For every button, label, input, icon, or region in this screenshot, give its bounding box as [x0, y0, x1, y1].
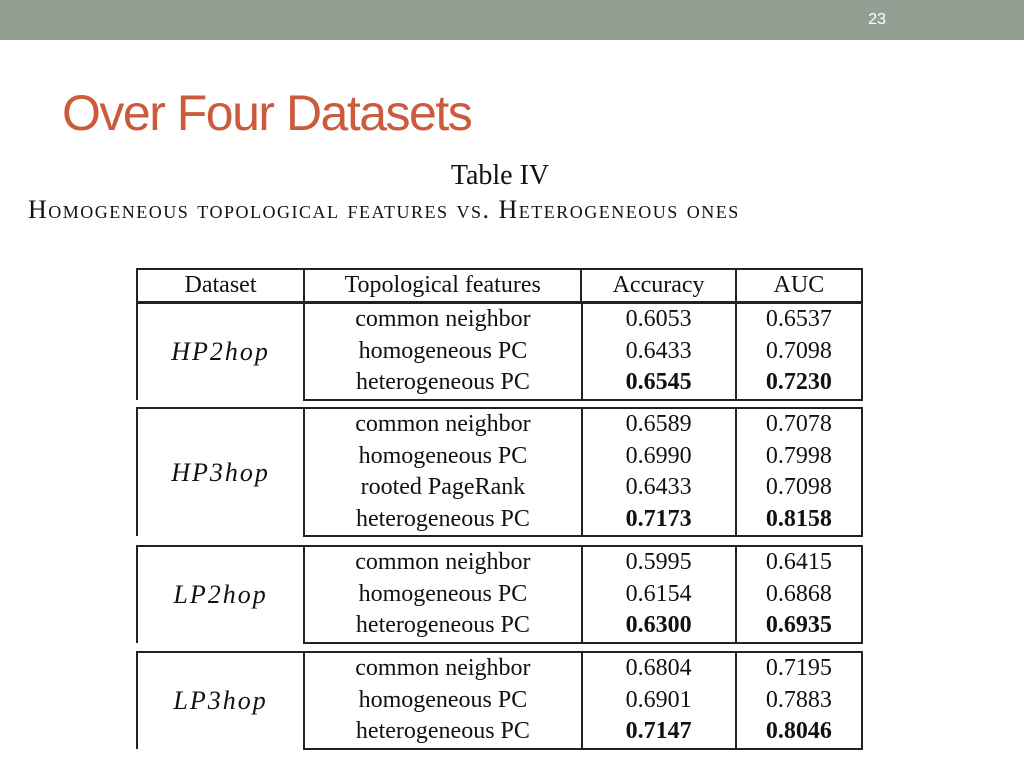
table-header — [136, 268, 863, 303]
accuracy-cell: 0.6990 — [582, 441, 736, 473]
accuracy-cell: 0.6433 — [582, 472, 736, 504]
feature-cell: homogeneous PC — [304, 579, 581, 611]
auc-cell: 0.7098 — [736, 336, 862, 368]
feature-cell: heterogeneous PC — [304, 504, 581, 537]
header-auc: AUC — [736, 269, 862, 302]
header-topological-features: Topological features — [304, 269, 581, 302]
feature-cell: homogeneous PC — [304, 336, 581, 368]
feature-cell: homogeneous PC — [304, 685, 581, 717]
header-row — [137, 269, 862, 302]
table-row — [137, 546, 862, 579]
feature-cell: common neighbor — [304, 408, 581, 441]
feature-cell: common neighbor — [304, 546, 581, 579]
feature-cell: heterogeneous PC — [304, 367, 581, 400]
auc-cell: 0.8158 — [736, 504, 862, 537]
feature-cell: homogeneous PC — [304, 441, 581, 473]
header-accuracy: Accuracy — [581, 269, 735, 302]
auc-cell: 0.8046 — [736, 716, 862, 749]
feature-cell: common neighbor — [304, 652, 581, 685]
feature-cell: rooted PageRank — [304, 472, 581, 504]
auc-cell: 0.7195 — [736, 652, 862, 685]
table-group-hp2hop — [136, 302, 863, 401]
slide-title: Over Four Datasets — [62, 85, 472, 141]
page-number: 23 — [868, 11, 886, 28]
top-bar — [0, 0, 1024, 40]
auc-cell: 0.7883 — [736, 685, 862, 717]
feature-cell: common neighbor — [304, 303, 581, 336]
auc-cell: 0.7078 — [736, 408, 862, 441]
table-group-lp3hop — [136, 651, 863, 750]
dataset-name: LP3hop — [137, 652, 304, 749]
table-group-lp2hop — [136, 545, 863, 644]
accuracy-cell: 0.7173 — [582, 504, 736, 537]
table-row — [137, 408, 862, 441]
auc-cell: 0.7998 — [736, 441, 862, 473]
accuracy-cell: 0.6804 — [582, 652, 736, 685]
dataset-name: HP3hop — [137, 408, 304, 536]
accuracy-cell: 0.5995 — [582, 546, 736, 579]
accuracy-cell: 0.6901 — [582, 685, 736, 717]
auc-cell: 0.7230 — [736, 367, 862, 400]
auc-cell: 0.6415 — [736, 546, 862, 579]
accuracy-cell: 0.6154 — [582, 579, 736, 611]
dataset-name: HP2hop — [137, 303, 304, 400]
table-caption: Homogeneous topological features vs. Heterogeneous ones — [28, 195, 740, 224]
feature-cell: heterogeneous PC — [304, 610, 581, 643]
table-group-hp3hop — [136, 407, 863, 537]
auc-cell: 0.6935 — [736, 610, 862, 643]
accuracy-cell: 0.7147 — [582, 716, 736, 749]
accuracy-cell: 0.6053 — [582, 303, 736, 336]
feature-cell: heterogeneous PC — [304, 716, 581, 749]
table-label: Table IV — [450, 160, 550, 191]
auc-cell: 0.6537 — [736, 303, 862, 336]
accuracy-cell: 0.6545 — [582, 367, 736, 400]
accuracy-cell: 0.6300 — [582, 610, 736, 643]
auc-cell: 0.6868 — [736, 579, 862, 611]
accuracy-cell: 0.6589 — [582, 408, 736, 441]
dataset-name: LP2hop — [137, 546, 304, 643]
auc-cell: 0.7098 — [736, 472, 862, 504]
header-dataset: Dataset — [137, 269, 304, 302]
table-row — [137, 303, 862, 336]
table-row — [137, 652, 862, 685]
accuracy-cell: 0.6433 — [582, 336, 736, 368]
